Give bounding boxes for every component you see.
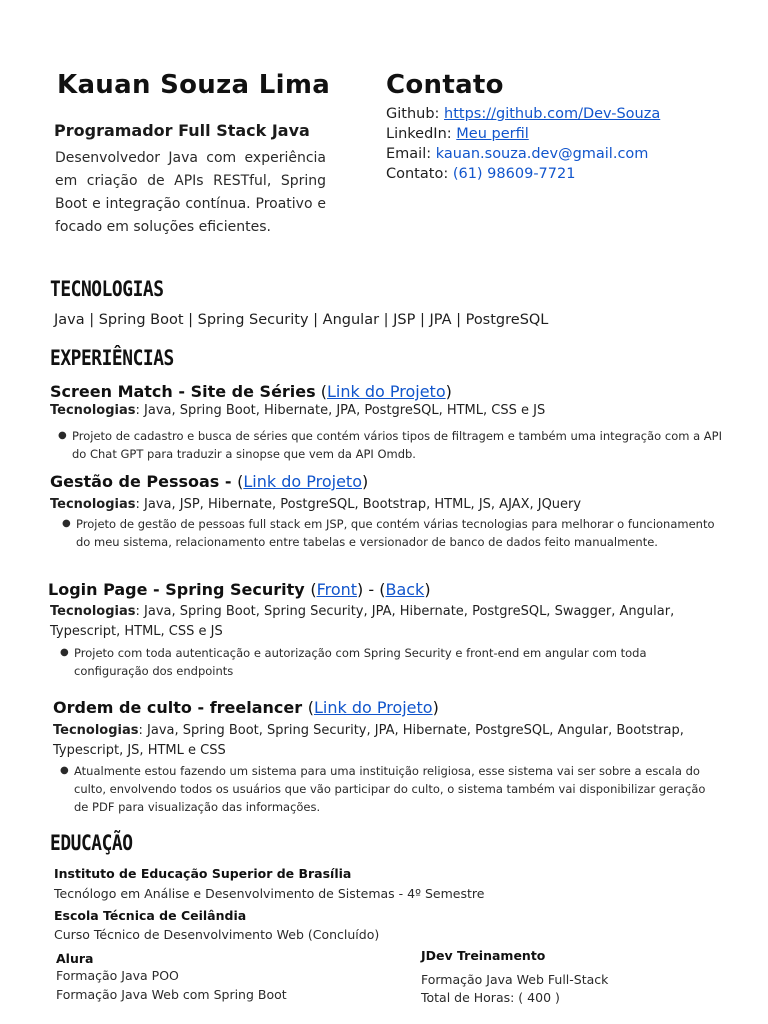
contact-email xyxy=(386,146,648,162)
edu-institution: Instituto de Educação Superior de Brasília xyxy=(54,866,352,881)
github-link[interactable]: https://github.com/Dev-Souza xyxy=(444,106,661,122)
tech-stack-line: Java | Spring Boot | Spring Security | Angular | JSP | JPA | PostgreSQL xyxy=(54,312,549,328)
contact-title: Contato xyxy=(386,70,504,100)
phone-label: Contato: xyxy=(386,166,453,182)
contact-linkedin xyxy=(386,126,529,142)
profile-summary: Desenvolvedor Java com experiência em criação de APIs RESTful, Spring Boot e integração contínua. Proativo e focado em soluções eficientes. xyxy=(55,150,326,235)
project-link[interactable]: Link do Projeto xyxy=(243,472,362,491)
project-tecnologias xyxy=(50,495,730,515)
tecnologias-list: : Java, JSP, Hibernate, PostgreSQL, Bootstrap, HTML, JS, AJAX, JQuery xyxy=(135,497,582,512)
project-link[interactable]: Link do Projeto xyxy=(313,698,433,717)
project-tecnologias xyxy=(50,401,730,421)
project-name: Ordem de culto - freelancer xyxy=(53,698,308,717)
project-link-front[interactable]: Front xyxy=(316,580,358,599)
project-bullet: ● Projeto de gestão de pessoas full stack em JSP, que contém várias tecnologias para melhorar o funcionamento do meu sistema, relacionamento entre tabelas e versionador de banco de dados feito manualmente. xyxy=(62,517,715,549)
phone-link[interactable]: (61) 98609-7721 xyxy=(452,166,576,182)
project-tecnologias xyxy=(50,602,730,642)
project-bullet: ● Atualmente estou fazendo um sistema para uma instituição religiosa, esse sistema vai ser sobre a escala do culto, envolvendo todos os usuários que vão participar do culto, o sistema também vai disponibilizar geração de PDF para visualização das informações. xyxy=(60,764,706,814)
project-title-screen-match: Screen Match - Site de Séries (Link do Projeto) xyxy=(50,382,452,401)
linkedin-link[interactable]: Meu perfil xyxy=(456,126,529,142)
project-title-ordem-culto: Ordem de culto - freelancer (Link do Projeto) xyxy=(53,698,439,717)
tecnologias-label: Tecnologias xyxy=(50,604,136,619)
linkedin-label: LinkedIn: xyxy=(386,126,457,142)
section-title-experiencias: EXPERIÊNCIAS xyxy=(50,346,174,370)
project-tecnologias xyxy=(53,721,733,761)
edu-institution: Alura xyxy=(56,951,94,966)
section-title-tecnologias: TECNOLOGIAS xyxy=(50,277,164,301)
project-bullet: ● Projeto com toda autenticação e autorização com Spring Security e front-end em angular com toda configuração dos endpoints xyxy=(60,646,647,678)
project-name: Gestão de Pessoas - xyxy=(50,472,238,491)
project-name: Screen Match - Site de Séries xyxy=(50,382,316,401)
bullet-dot-icon: ● xyxy=(60,647,69,658)
bullet-dot-icon: ● xyxy=(60,765,69,776)
bullet-dot-icon: ● xyxy=(62,518,71,529)
candidate-name: Kauan Souza Lima xyxy=(57,70,331,100)
tecnologias-label: Tecnologias xyxy=(53,723,139,738)
project-bullet: ● Projeto de cadastro e busca de séries que contém vários tipos de filtragem e também uma integração com a API do Chat GPT para traduzir a sinopse que vem da API Omdb. xyxy=(58,429,722,461)
email-link[interactable]: kauan.souza.dev@gmail.com xyxy=(435,146,649,162)
edu-course: Formação Java POO xyxy=(56,968,179,983)
project-link-back[interactable]: Back xyxy=(385,580,425,599)
project-name: Login Page - Spring Security xyxy=(48,580,311,599)
github-label: Github: xyxy=(386,106,445,122)
project-title-gestao-pessoas: Gestão de Pessoas - (Link do Projeto) xyxy=(50,472,369,491)
tecnologias-list: : Java, Spring Boot, Spring Security, JPA, Hibernate, PostgreSQL, Angular, Bootstrap, Typescript, JS, HTML e CSS xyxy=(53,723,684,758)
edu-course: Tecnólogo em Análise e Desenvolvimento de Sistemas - 4º Semestre xyxy=(54,886,485,901)
edu-course: Formação Java Web com Spring Boot xyxy=(56,987,287,1002)
edu-course: Total de Horas: ( 400 ) xyxy=(421,990,560,1005)
email-label: Email: xyxy=(386,146,436,162)
edu-institution: Escola Técnica de Ceilândia xyxy=(54,908,247,923)
section-title-educacao: EDUCAÇÃO xyxy=(50,831,133,855)
edu-institution: JDev Treinamento xyxy=(421,948,546,963)
job-role: Programador Full Stack Java xyxy=(54,121,310,140)
tecnologias-list: : Java, Spring Boot, Hibernate, JPA, PostgreSQL, HTML, CSS e JS xyxy=(135,403,546,418)
project-link[interactable]: Link do Projeto xyxy=(327,382,446,401)
project-title-login-page: Login Page - Spring Security (Front) - (Back) xyxy=(48,580,431,599)
tecnologias-label: Tecnologias xyxy=(50,497,136,512)
tecnologias-list: : Java, Spring Boot, Spring Security, JPA, Hibernate, PostgreSQL, Swagger, Angular, Typescript, HTML, CSS e JS xyxy=(50,604,675,639)
edu-course: Formação Java Web Full-Stack xyxy=(421,972,609,987)
edu-course: Curso Técnico de Desenvolvimento Web (Concluído) xyxy=(54,927,380,942)
bullet-dot-icon: ● xyxy=(58,430,67,441)
contact-github xyxy=(386,106,660,122)
tecnologias-label: Tecnologias xyxy=(50,403,136,418)
contact-phone xyxy=(386,166,575,182)
